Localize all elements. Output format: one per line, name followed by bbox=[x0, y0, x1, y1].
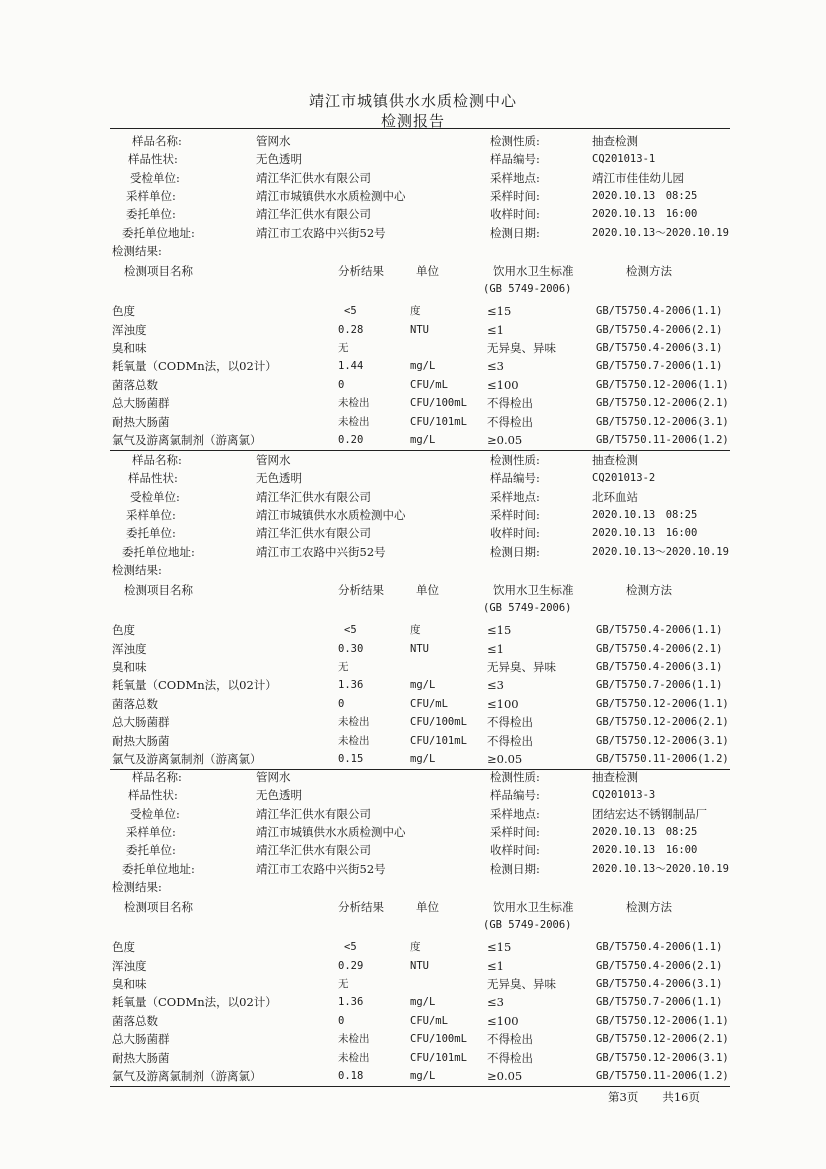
result-method: GB/T5750.11-2006(1.2) bbox=[596, 433, 729, 446]
sampling-unit-label: 采样单位: bbox=[126, 188, 176, 203]
col-header-item: 检测项目名称 bbox=[124, 583, 193, 598]
result-method: GB/T5750.4-2006(1.1) bbox=[596, 941, 723, 954]
test-nature-value: 抽查检测 bbox=[592, 453, 638, 467]
results-heading: 检测结果: bbox=[112, 562, 162, 577]
sampling-time-value: 2020.10.13 08:25 bbox=[592, 189, 698, 202]
receive-time-value: 2020.10.13 16:00 bbox=[592, 527, 698, 540]
result-value: 无 bbox=[338, 660, 349, 673]
sampling-time-label: 采样时间: bbox=[490, 507, 540, 522]
result-unit: CFU/101mL bbox=[410, 1051, 467, 1064]
result-value: 未检出 bbox=[338, 1033, 370, 1046]
client-unit-value: 靖江华汇供水有限公司 bbox=[256, 207, 371, 222]
sampling-place-label: 采样地点: bbox=[490, 489, 540, 504]
result-value: 0.30 bbox=[338, 642, 364, 655]
result-unit: mg/L bbox=[410, 360, 436, 373]
sampling-time-label: 采样时间: bbox=[490, 824, 540, 839]
result-unit: CFU/mL bbox=[410, 378, 448, 391]
col-header-result: 分析结果 bbox=[338, 264, 384, 279]
result-item-name: 菌落总数 bbox=[112, 1013, 158, 1028]
result-unit: NTU bbox=[410, 959, 429, 972]
test-nature-value: 抽查检测 bbox=[592, 134, 638, 148]
result-item-name: 氯气及游离氯制剂（游离氯） bbox=[112, 751, 262, 766]
result-standard: 不得检出 bbox=[487, 733, 533, 748]
result-method: GB/T5750.12-2006(2.1) bbox=[596, 1033, 729, 1046]
test-nature-label: 检测性质: bbox=[490, 453, 540, 467]
report-org-title: 靖江市城镇供水水质检测中心 bbox=[308, 92, 517, 110]
result-unit: mg/L bbox=[410, 1069, 436, 1082]
result-standard: ≤15 bbox=[487, 304, 512, 319]
page-number: 第3页 bbox=[608, 1090, 639, 1104]
results-heading: 检测结果: bbox=[112, 243, 162, 258]
result-standard: ≤3 bbox=[487, 678, 504, 693]
result-item-name: 色度 bbox=[112, 304, 135, 319]
sampling-place-value: 靖江市佳佳幼儿园 bbox=[592, 170, 684, 185]
col-header-method: 检测方法 bbox=[626, 264, 672, 279]
sample-name-label: 样品名称: bbox=[132, 453, 182, 467]
sample-name-label: 样品名称: bbox=[132, 770, 182, 784]
result-value: <5 bbox=[344, 305, 357, 318]
result-item-name: 耗氧量（CODMn法，以02计） bbox=[112, 359, 277, 374]
result-method: GB/T5750.12-2006(2.1) bbox=[596, 397, 729, 410]
result-method: GB/T5750.12-2006(1.1) bbox=[596, 697, 729, 710]
sampling-unit-value: 靖江市城镇供水水质检测中心 bbox=[256, 188, 406, 203]
receive-time-label: 收样时间: bbox=[490, 207, 540, 222]
test-date-label: 检测日期: bbox=[490, 225, 540, 240]
result-item-name: 耐热大肠菌 bbox=[112, 414, 170, 429]
client-unit-value: 靖江华汇供水有限公司 bbox=[256, 526, 371, 541]
result-method: GB/T5750.4-2006(3.1) bbox=[596, 341, 723, 354]
sample-name-value: 管网水 bbox=[256, 453, 291, 467]
result-standard: ≤100 bbox=[487, 377, 519, 392]
result-unit: mg/L bbox=[410, 752, 436, 765]
result-item-name: 耐热大肠菌 bbox=[112, 1050, 170, 1065]
title-divider bbox=[110, 128, 730, 129]
sampling-unit-value: 靖江市城镇供水水质检测中心 bbox=[256, 824, 406, 839]
result-method: GB/T5750.7-2006(1.1) bbox=[596, 996, 723, 1009]
result-standard: 不得检出 bbox=[487, 414, 533, 429]
result-unit: CFU/100mL bbox=[410, 716, 467, 729]
inspected-unit-value: 靖江华汇供水有限公司 bbox=[256, 489, 371, 504]
results-heading: 检测结果: bbox=[112, 879, 162, 894]
col-header-standard: 饮用水卫生标准 bbox=[493, 583, 574, 598]
result-standard: ≥0.05 bbox=[487, 1068, 523, 1083]
result-item-name: 耗氧量（CODMn法，以02计） bbox=[112, 995, 277, 1010]
result-standard: ≤1 bbox=[487, 322, 504, 337]
result-unit: 度 bbox=[410, 624, 421, 637]
sampling-unit-label: 采样单位: bbox=[126, 507, 176, 522]
report-title: 检测报告 bbox=[380, 112, 445, 130]
col-header-item: 检测项目名称 bbox=[124, 900, 193, 915]
result-method: GB/T5750.11-2006(1.2) bbox=[596, 1069, 729, 1082]
result-standard: ≤15 bbox=[487, 940, 512, 955]
client-address-value: 靖江市工农路中兴街52号 bbox=[256, 544, 386, 559]
col-header-standard: 饮用水卫生标准 bbox=[493, 900, 574, 915]
result-unit: CFU/mL bbox=[410, 1014, 448, 1027]
sample-property-label: 样品性状: bbox=[128, 471, 178, 486]
result-value: 无 bbox=[338, 341, 349, 354]
result-value: 0 bbox=[338, 378, 345, 391]
result-method: GB/T5750.12-2006(2.1) bbox=[596, 716, 729, 729]
result-standard: 不得检出 bbox=[487, 715, 533, 730]
result-method: GB/T5750.4-2006(3.1) bbox=[596, 660, 723, 673]
result-item-name: 菌落总数 bbox=[112, 377, 158, 392]
sample-property-value: 无色透明 bbox=[256, 788, 302, 803]
result-method: GB/T5750.12-2006(3.1) bbox=[596, 734, 729, 747]
client-unit-label: 委托单位: bbox=[126, 207, 176, 222]
receive-time-value: 2020.10.13 16:00 bbox=[592, 208, 698, 221]
result-method: GB/T5750.11-2006(1.2) bbox=[596, 752, 729, 765]
result-item-name: 臭和味 bbox=[112, 659, 147, 674]
page-total: 共16页 bbox=[662, 1090, 700, 1104]
test-date-label: 检测日期: bbox=[490, 861, 540, 876]
col-header-method: 检测方法 bbox=[626, 900, 672, 915]
result-unit: mg/L bbox=[410, 996, 436, 1009]
client-address-label: 委托单位地址: bbox=[122, 861, 195, 876]
result-value: 0.29 bbox=[338, 959, 364, 972]
result-standard: ≤1 bbox=[487, 958, 504, 973]
sampling-place-value: 团结宏达不锈钢制品厂 bbox=[592, 806, 707, 821]
result-value: 1.44 bbox=[338, 360, 364, 373]
inspected-unit-label: 受检单位: bbox=[130, 806, 180, 821]
sample-section-1 bbox=[0, 130, 826, 450]
result-method: GB/T5750.7-2006(1.1) bbox=[596, 679, 723, 692]
result-item-name: 浑浊度 bbox=[112, 322, 147, 337]
result-unit: CFU/101mL bbox=[410, 734, 467, 747]
test-nature-label: 检测性质: bbox=[490, 134, 540, 148]
result-unit: CFU/100mL bbox=[410, 1033, 467, 1046]
client-address-value: 靖江市工农路中兴街52号 bbox=[256, 225, 386, 240]
test-nature-label: 检测性质: bbox=[490, 770, 540, 784]
result-value: 0.18 bbox=[338, 1069, 364, 1082]
sampling-place-value: 北环血站 bbox=[592, 489, 638, 504]
col-header-standard: 饮用水卫生标准 bbox=[493, 264, 574, 279]
inspected-unit-value: 靖江华汇供水有限公司 bbox=[256, 170, 371, 185]
result-item-name: 氯气及游离氯制剂（游离氯） bbox=[112, 1068, 262, 1083]
receive-time-value: 2020.10.13 16:00 bbox=[592, 844, 698, 857]
col-header-standard-code: (GB 5749-2006) bbox=[483, 602, 572, 615]
col-header-unit: 单位 bbox=[416, 900, 439, 915]
result-value: 0.28 bbox=[338, 323, 364, 336]
result-unit: CFU/101mL bbox=[410, 415, 467, 428]
sampling-time-value: 2020.10.13 08:25 bbox=[592, 508, 698, 521]
test-date-value: 2020.10.13～2020.10.19 bbox=[592, 226, 729, 239]
col-header-standard-code: (GB 5749-2006) bbox=[483, 283, 572, 296]
sample-no-value: CQ201013-1 bbox=[592, 153, 656, 166]
result-unit: mg/L bbox=[410, 433, 436, 446]
result-item-name: 氯气及游离氯制剂（游离氯） bbox=[112, 432, 262, 447]
sample-section-2 bbox=[0, 449, 826, 769]
inspected-unit-value: 靖江华汇供水有限公司 bbox=[256, 806, 371, 821]
result-standard: ≤15 bbox=[487, 623, 512, 638]
result-value: 0.15 bbox=[338, 752, 364, 765]
result-item-name: 总大肠菌群 bbox=[112, 396, 170, 411]
result-unit: 度 bbox=[410, 305, 421, 318]
result-unit: CFU/100mL bbox=[410, 397, 467, 410]
sample-property-value: 无色透明 bbox=[256, 152, 302, 167]
result-unit: NTU bbox=[410, 323, 429, 336]
sampling-place-label: 采样地点: bbox=[490, 170, 540, 185]
test-date-value: 2020.10.13～2020.10.19 bbox=[592, 862, 729, 875]
result-standard: 无异臭、异味 bbox=[487, 976, 556, 991]
col-header-item: 检测项目名称 bbox=[124, 264, 193, 279]
result-item-name: 色度 bbox=[112, 940, 135, 955]
result-standard: 无异臭、异味 bbox=[487, 340, 556, 355]
result-value: <5 bbox=[344, 941, 357, 954]
section-divider bbox=[110, 1086, 730, 1087]
result-item-name: 总大肠菌群 bbox=[112, 1032, 170, 1047]
result-method: GB/T5750.7-2006(1.1) bbox=[596, 360, 723, 373]
client-address-label: 委托单位地址: bbox=[122, 544, 195, 559]
page-footer bbox=[608, 1089, 700, 1105]
result-unit: 度 bbox=[410, 941, 421, 954]
client-unit-label: 委托单位: bbox=[126, 843, 176, 858]
result-value: 0.20 bbox=[338, 433, 364, 446]
test-nature-value: 抽查检测 bbox=[592, 770, 638, 784]
result-value: 未检出 bbox=[338, 397, 370, 410]
result-method: GB/T5750.4-2006(1.1) bbox=[596, 624, 723, 637]
inspected-unit-label: 受检单位: bbox=[130, 170, 180, 185]
sampling-place-label: 采样地点: bbox=[490, 806, 540, 821]
result-unit: CFU/mL bbox=[410, 697, 448, 710]
result-standard: 无异臭、异味 bbox=[487, 659, 556, 674]
sample-section-3 bbox=[0, 766, 826, 1086]
result-item-name: 耗氧量（CODMn法，以02计） bbox=[112, 678, 277, 693]
result-method: GB/T5750.12-2006(3.1) bbox=[596, 1051, 729, 1064]
result-standard: ≥0.05 bbox=[487, 751, 523, 766]
sample-property-label: 样品性状: bbox=[128, 788, 178, 803]
result-standard: 不得检出 bbox=[487, 1032, 533, 1047]
col-header-result: 分析结果 bbox=[338, 900, 384, 915]
result-item-name: 浑浊度 bbox=[112, 958, 147, 973]
result-method: GB/T5750.12-2006(1.1) bbox=[596, 378, 729, 391]
result-standard: ≤100 bbox=[487, 1013, 519, 1028]
result-item-name: 总大肠菌群 bbox=[112, 715, 170, 730]
result-method: GB/T5750.12-2006(3.1) bbox=[596, 415, 729, 428]
result-standard: ≤3 bbox=[487, 995, 504, 1010]
sampling-unit-value: 靖江市城镇供水水质检测中心 bbox=[256, 507, 406, 522]
result-value: 1.36 bbox=[338, 679, 364, 692]
result-standard: 不得检出 bbox=[487, 1050, 533, 1065]
client-unit-label: 委托单位: bbox=[126, 526, 176, 541]
result-item-name: 臭和味 bbox=[112, 340, 147, 355]
test-date-label: 检测日期: bbox=[490, 544, 540, 559]
result-standard: ≤1 bbox=[487, 641, 504, 656]
sample-property-label: 样品性状: bbox=[128, 152, 178, 167]
result-item-name: 菌落总数 bbox=[112, 696, 158, 711]
result-item-name: 色度 bbox=[112, 623, 135, 638]
result-value: 未检出 bbox=[338, 415, 370, 428]
sample-no-value: CQ201013-2 bbox=[592, 472, 656, 485]
sample-name-value: 管网水 bbox=[256, 134, 291, 148]
result-item-name: 浑浊度 bbox=[112, 641, 147, 656]
sample-no-value: CQ201013-3 bbox=[592, 789, 656, 802]
result-method: GB/T5750.4-2006(2.1) bbox=[596, 642, 723, 655]
sample-no-label: 样品编号: bbox=[490, 471, 540, 486]
result-method: GB/T5750.4-2006(3.1) bbox=[596, 977, 723, 990]
result-method: GB/T5750.4-2006(1.1) bbox=[596, 305, 723, 318]
client-address-label: 委托单位地址: bbox=[122, 225, 195, 240]
sampling-unit-label: 采样单位: bbox=[126, 824, 176, 839]
result-value: 未检出 bbox=[338, 734, 370, 747]
client-unit-value: 靖江华汇供水有限公司 bbox=[256, 843, 371, 858]
col-header-unit: 单位 bbox=[416, 583, 439, 598]
sampling-time-value: 2020.10.13 08:25 bbox=[592, 825, 698, 838]
result-value: <5 bbox=[344, 624, 357, 637]
result-standard: ≤3 bbox=[487, 359, 504, 374]
result-value: 1.36 bbox=[338, 996, 364, 1009]
sample-no-label: 样品编号: bbox=[490, 788, 540, 803]
client-address-value: 靖江市工农路中兴街52号 bbox=[256, 861, 386, 876]
result-value: 未检出 bbox=[338, 1051, 370, 1064]
result-method: GB/T5750.12-2006(1.1) bbox=[596, 1014, 729, 1027]
result-unit: mg/L bbox=[410, 679, 436, 692]
sample-name-value: 管网水 bbox=[256, 770, 291, 784]
col-header-result: 分析结果 bbox=[338, 583, 384, 598]
receive-time-label: 收样时间: bbox=[490, 843, 540, 858]
result-standard: ≥0.05 bbox=[487, 432, 523, 447]
result-standard: ≤100 bbox=[487, 696, 519, 711]
sample-property-value: 无色透明 bbox=[256, 471, 302, 486]
sample-no-label: 样品编号: bbox=[490, 152, 540, 167]
inspected-unit-label: 受检单位: bbox=[130, 489, 180, 504]
result-item-name: 耐热大肠菌 bbox=[112, 733, 170, 748]
result-value: 0 bbox=[338, 697, 345, 710]
col-header-method: 检测方法 bbox=[626, 583, 672, 598]
result-method: GB/T5750.4-2006(2.1) bbox=[596, 959, 723, 972]
result-unit: NTU bbox=[410, 642, 429, 655]
result-value: 未检出 bbox=[338, 716, 370, 729]
result-method: GB/T5750.4-2006(2.1) bbox=[596, 323, 723, 336]
sampling-time-label: 采样时间: bbox=[490, 188, 540, 203]
result-value: 0 bbox=[338, 1014, 345, 1027]
sample-name-label: 样品名称: bbox=[132, 134, 182, 148]
test-date-value: 2020.10.13～2020.10.19 bbox=[592, 545, 729, 558]
result-standard: 不得检出 bbox=[487, 396, 533, 411]
receive-time-label: 收样时间: bbox=[490, 526, 540, 541]
result-item-name: 臭和味 bbox=[112, 976, 147, 991]
result-value: 无 bbox=[338, 977, 349, 990]
col-header-unit: 单位 bbox=[416, 264, 439, 279]
col-header-standard-code: (GB 5749-2006) bbox=[483, 919, 572, 932]
